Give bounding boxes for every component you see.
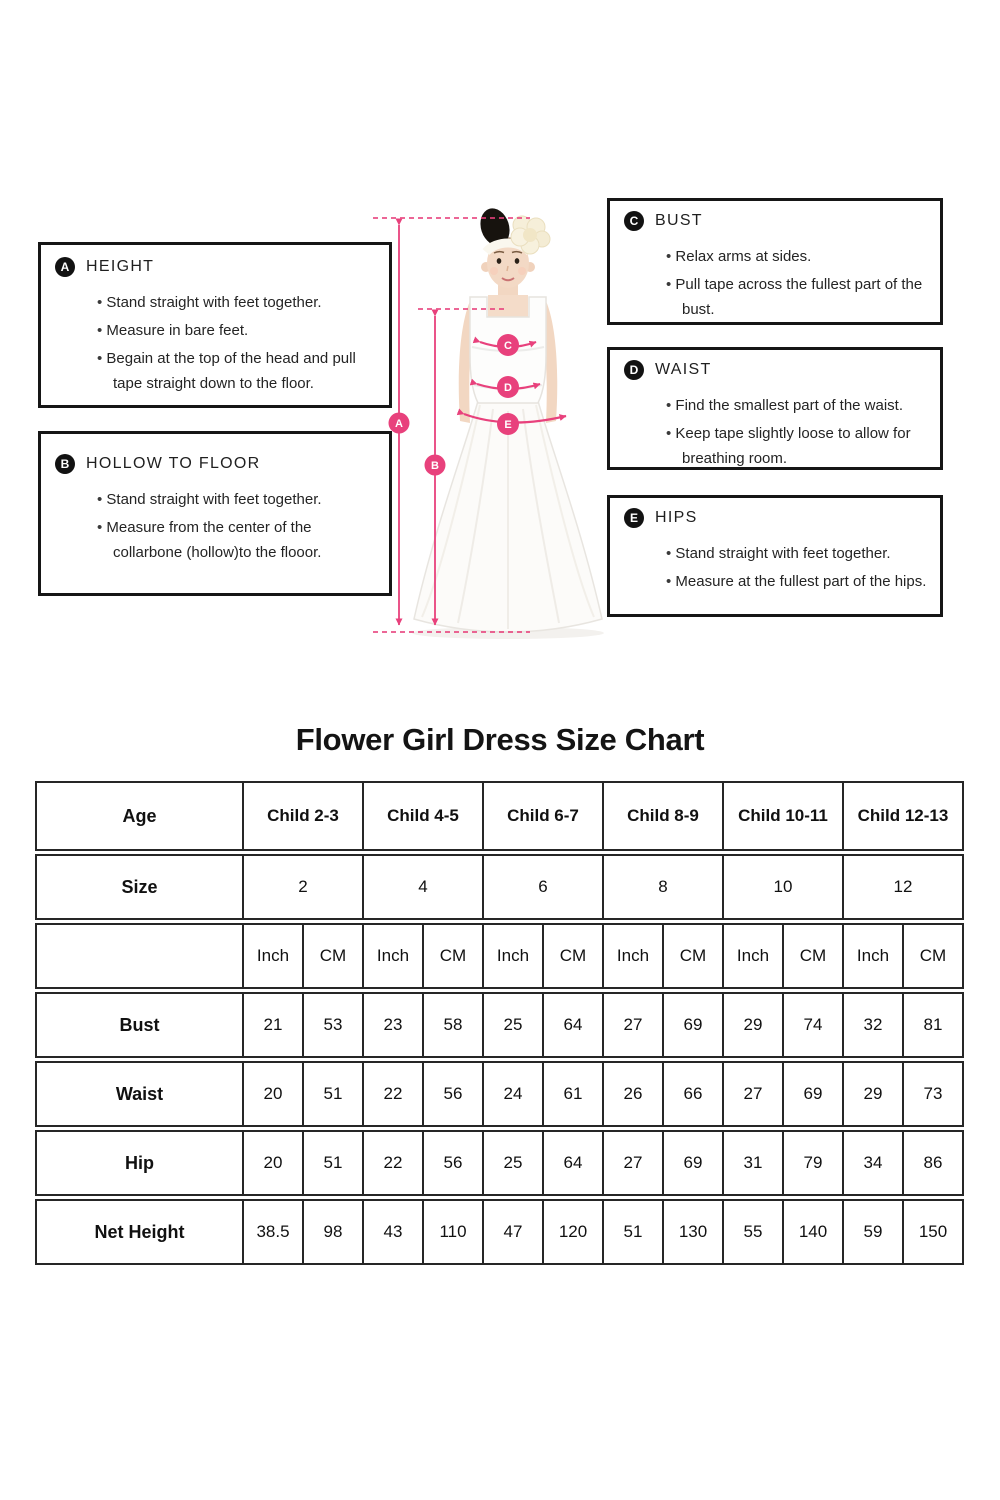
unit-cell: Inch [602, 923, 664, 989]
table-cell: 56 [422, 1130, 484, 1196]
table-cell: 32 [842, 992, 904, 1058]
instruction-box-bust [607, 198, 943, 325]
table-row-bust [35, 992, 966, 1058]
table-cell: 110 [422, 1199, 484, 1265]
unit-cell: Inch [242, 923, 304, 989]
letter-badge-c: C [624, 211, 644, 231]
table-cell: 22 [362, 1130, 424, 1196]
table-cell: 47 [482, 1199, 544, 1265]
table-cell: 43 [362, 1199, 424, 1265]
unit-cell: Inch [842, 923, 904, 989]
table-cell: Child 12-13 [842, 781, 964, 851]
table-cell: 20 [242, 1061, 304, 1127]
instruction-bullet: • Find the smallest part of the waist. [666, 393, 932, 418]
unit-cell: CM [302, 923, 364, 989]
table-cell: 69 [782, 1061, 844, 1127]
table-cell: Child 6-7 [482, 781, 604, 851]
unit-cell: CM [902, 923, 964, 989]
row-label-empty [35, 923, 244, 989]
table-cell: 27 [602, 992, 664, 1058]
table-cell: 6 [482, 854, 604, 920]
table-cell: 27 [722, 1061, 784, 1127]
table-cell: 21 [242, 992, 304, 1058]
instruction-bullet: • Begain at the top of the head and pull tape straight down to the floor. [97, 346, 375, 396]
row-label-size: Size [35, 854, 244, 920]
table-cell: 24 [482, 1061, 544, 1127]
table-cell: 64 [542, 1130, 604, 1196]
unit-cell: CM [542, 923, 604, 989]
instruction-title-hollow: HOLLOW TO FLOOR [86, 455, 261, 472]
table-cell: 4 [362, 854, 484, 920]
instruction-title-waist: WAIST [655, 361, 712, 378]
unit-cell: Inch [482, 923, 544, 989]
instruction-bullet: • Keep tape slightly loose to allow for breathing room. [666, 421, 932, 471]
row-label-hip: Hip [35, 1130, 244, 1196]
instruction-bullet: • Pull tape across the fullest part of the bust. [666, 272, 932, 322]
row-label-net-height: Net Height [35, 1199, 244, 1265]
unit-cell: CM [422, 923, 484, 989]
table-cell: 26 [602, 1061, 664, 1127]
table-cell: Child 4-5 [362, 781, 484, 851]
unit-cell: CM [782, 923, 844, 989]
table-cell: 53 [302, 992, 364, 1058]
table-cell: 29 [842, 1061, 904, 1127]
table-cell: 81 [902, 992, 964, 1058]
table-cell: 58 [422, 992, 484, 1058]
table-cell: 51 [302, 1061, 364, 1127]
table-cell: 98 [302, 1199, 364, 1265]
table-cell: 140 [782, 1199, 844, 1265]
svg-text:E: E [504, 419, 512, 431]
table-cell: 34 [842, 1130, 904, 1196]
instruction-bullet: • Relax arms at sides. [666, 244, 932, 269]
row-label-age: Age [35, 781, 244, 851]
instruction-box-waist [607, 347, 943, 470]
instruction-title-bust: BUST [655, 212, 703, 229]
letter-badge-d: D [624, 360, 644, 380]
table-row-hip [35, 1130, 966, 1196]
table-cell: Child 2-3 [242, 781, 364, 851]
unit-cell: Inch [722, 923, 784, 989]
table-cell: 31 [722, 1130, 784, 1196]
row-label-waist: Waist [35, 1061, 244, 1127]
table-cell: 120 [542, 1199, 604, 1265]
table-cell: 130 [662, 1199, 724, 1265]
letter-badge-e: E [624, 508, 644, 528]
table-cell: 27 [602, 1130, 664, 1196]
instruction-bullet: • Measure at the fullest part of the hips. [666, 569, 932, 594]
table-cell: 150 [902, 1199, 964, 1265]
svg-text:A: A [395, 418, 403, 430]
instruction-box-hips [607, 495, 943, 617]
table-row-age [35, 781, 966, 851]
table-cell: Child 8-9 [602, 781, 724, 851]
instruction-bullet: • Measure from the center of the collarbone (hollow)to the flooor. [97, 515, 353, 565]
instruction-bullet: • Stand straight with feet together. [97, 290, 375, 315]
table-cell: 10 [722, 854, 844, 920]
table-cell: 86 [902, 1130, 964, 1196]
instruction-title-height: HEIGHT [86, 258, 155, 275]
letter-badge-b: B [55, 454, 75, 474]
table-cell: 12 [842, 854, 964, 920]
svg-text:C: C [504, 340, 512, 352]
table-row-net-height [35, 1199, 966, 1265]
table-cell: 69 [662, 992, 724, 1058]
table-row-size [35, 854, 966, 920]
table-cell: 20 [242, 1130, 304, 1196]
table-cell: Child 10-11 [722, 781, 844, 851]
table-cell: 29 [722, 992, 784, 1058]
unit-cell: Inch [362, 923, 424, 989]
row-label-bust: Bust [35, 992, 244, 1058]
table-cell: 38.5 [242, 1199, 304, 1265]
instruction-box-height [38, 242, 392, 408]
table-cell: 25 [482, 992, 544, 1058]
table-cell: 73 [902, 1061, 964, 1127]
size-chart-table [35, 781, 966, 1268]
table-cell: 56 [422, 1061, 484, 1127]
table-cell: 8 [602, 854, 724, 920]
table-row-waist [35, 1061, 966, 1127]
letter-badge-a: A [55, 257, 75, 277]
table-row-units [35, 923, 966, 989]
table-cell: 59 [842, 1199, 904, 1265]
svg-text:B: B [431, 460, 439, 472]
table-cell: 25 [482, 1130, 544, 1196]
table-cell: 23 [362, 992, 424, 1058]
table-cell: 22 [362, 1061, 424, 1127]
instruction-title-hips: HIPS [655, 509, 698, 526]
marker-badge-e [497, 413, 519, 435]
instruction-bullet: • Stand straight with feet together. [666, 541, 932, 566]
table-cell: 61 [542, 1061, 604, 1127]
table-cell: 51 [602, 1199, 664, 1265]
table-cell: 79 [782, 1130, 844, 1196]
table-cell: 69 [662, 1130, 724, 1196]
size-chart-title: Flower Girl Dress Size Chart [295, 722, 705, 757]
marker-badge-d [497, 376, 519, 398]
instruction-box-hollow-to-floor [38, 431, 392, 596]
marker-badge-b [425, 455, 446, 476]
table-cell: 64 [542, 992, 604, 1058]
table-cell: 51 [302, 1130, 364, 1196]
table-cell: 66 [662, 1061, 724, 1127]
unit-cell: CM [662, 923, 724, 989]
instruction-bullet: • Stand straight with feet together. [97, 487, 375, 512]
marker-badge-c [497, 334, 519, 356]
instruction-bullet: • Measure in bare feet. [97, 318, 375, 343]
table-cell: 74 [782, 992, 844, 1058]
table-cell: 2 [242, 854, 364, 920]
table-cell: 55 [722, 1199, 784, 1265]
svg-text:D: D [504, 382, 512, 394]
